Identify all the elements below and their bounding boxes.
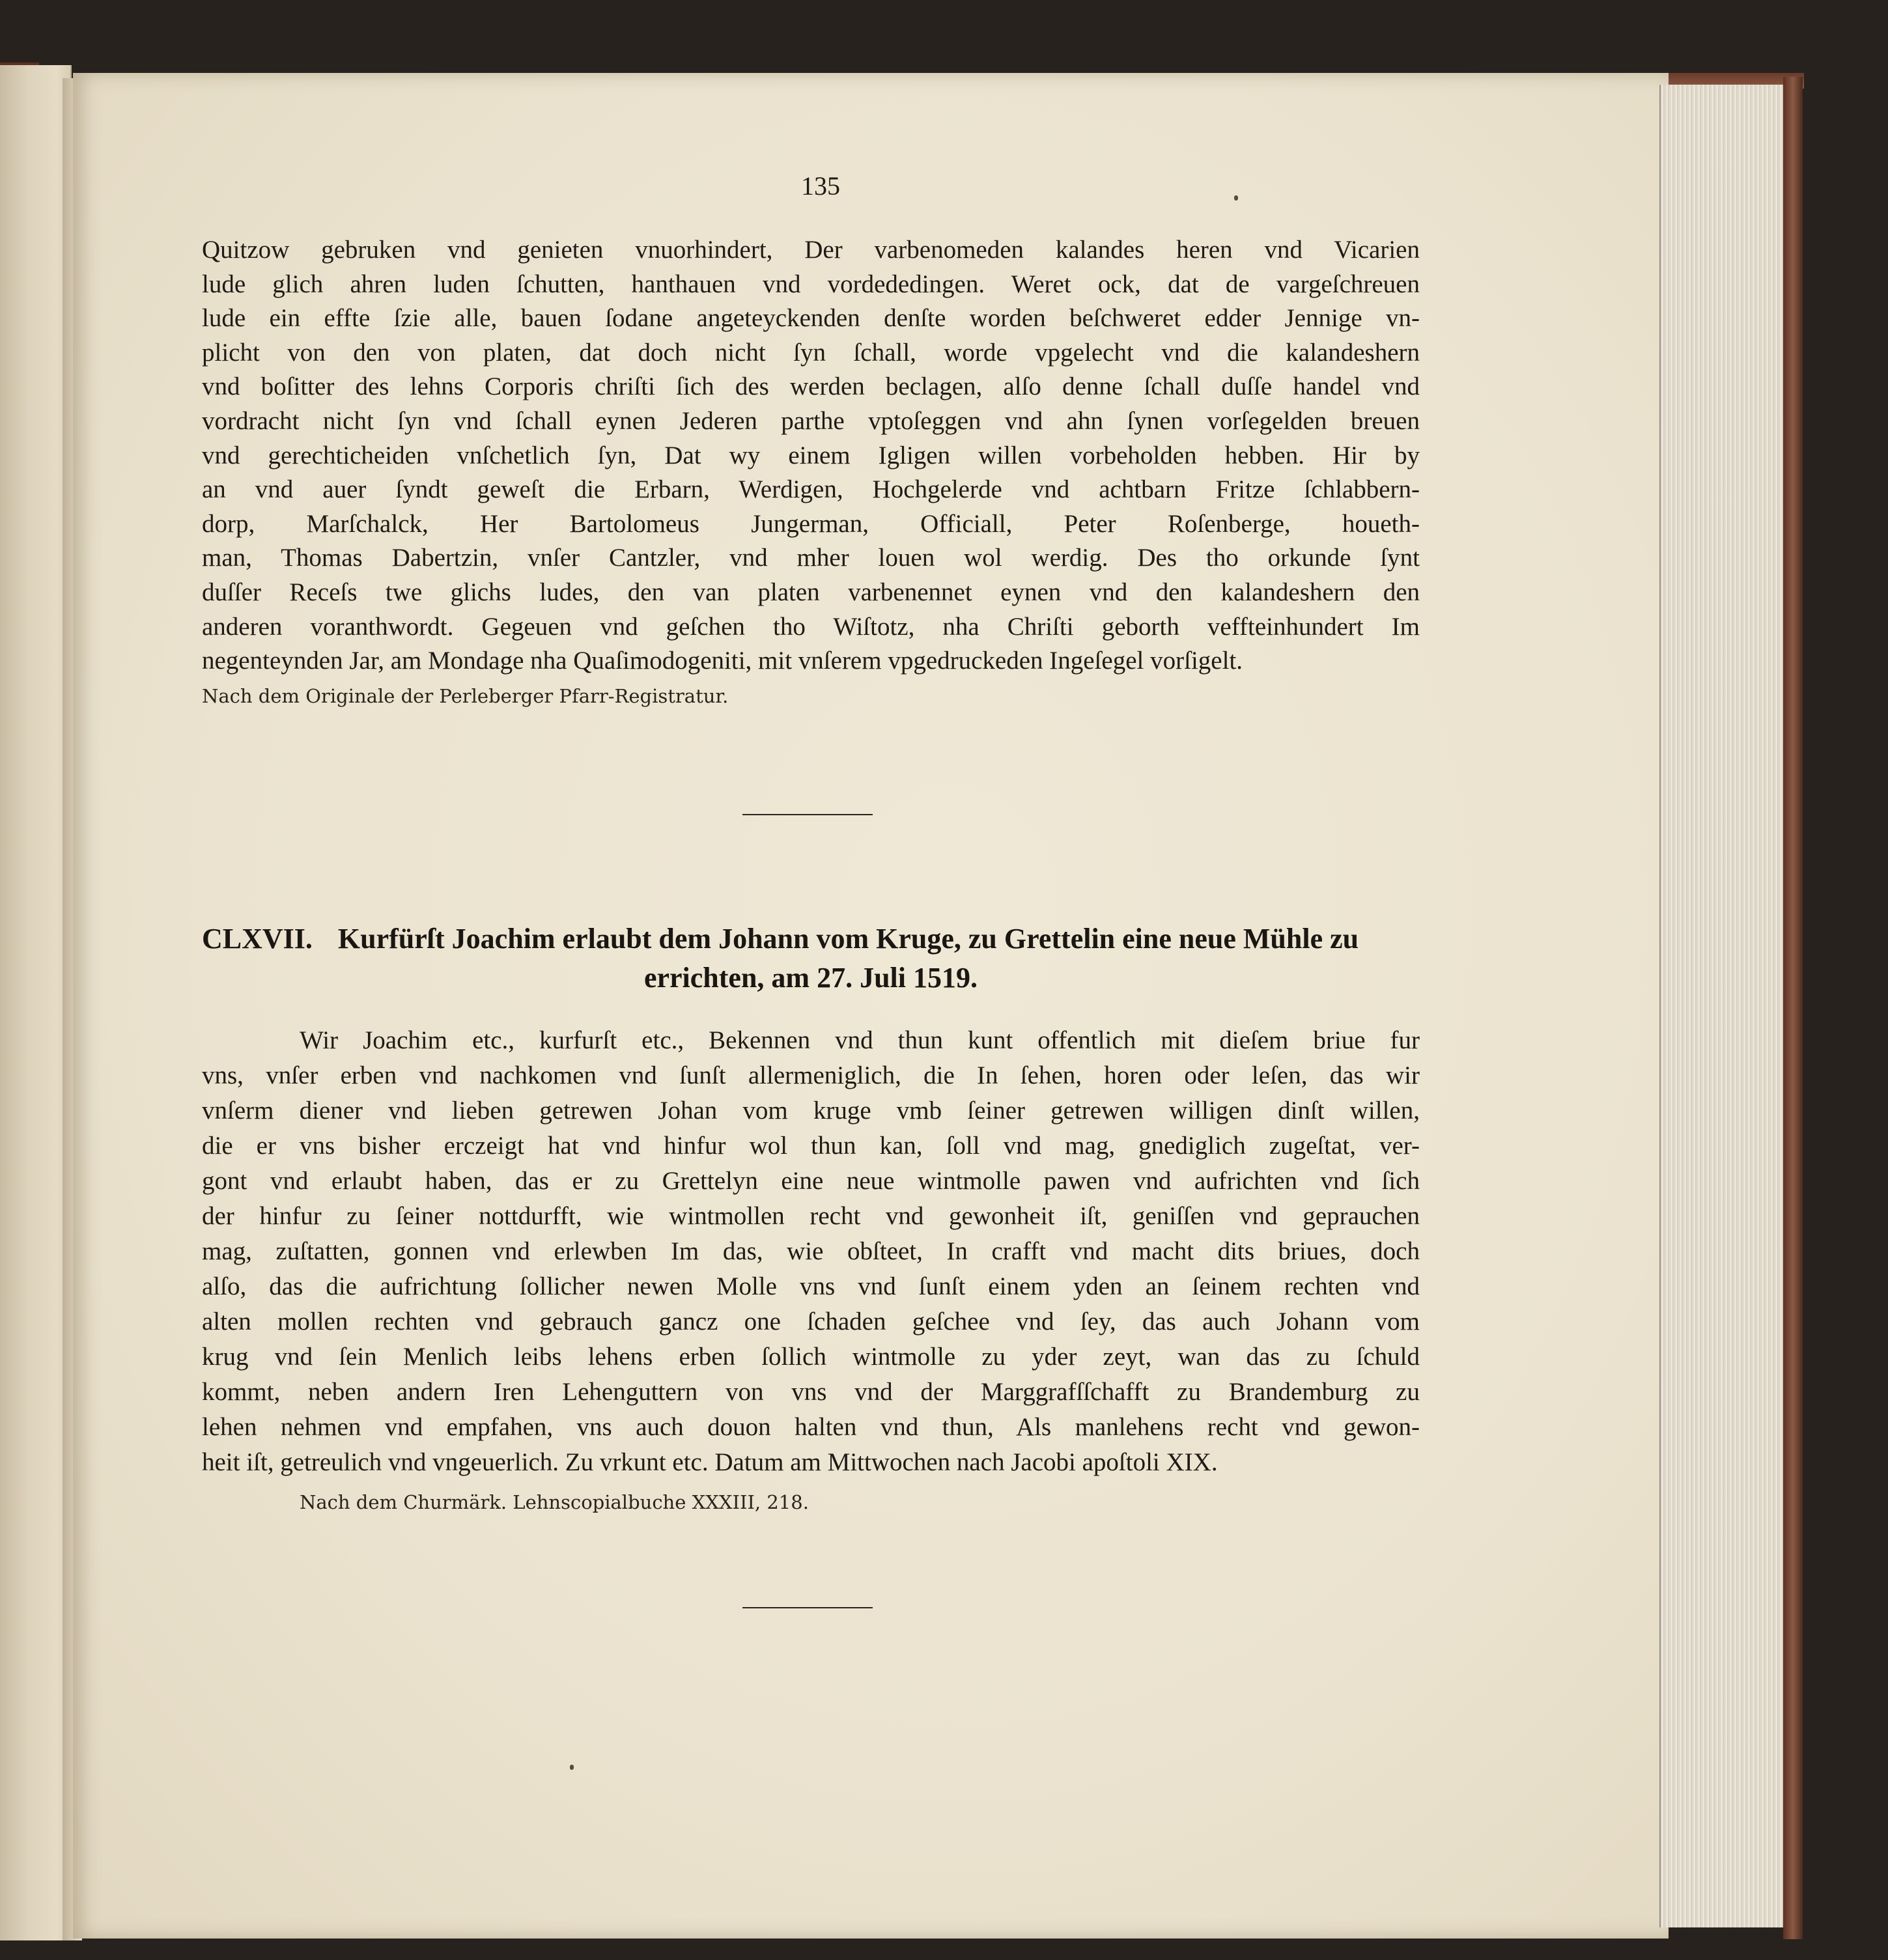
intro-line: anderen voranthwordt. Gegeuen vnd geſchen tho Wiſtotz, nha Chriſti geborth veffteinhundert Im bbox=[202, 612, 1420, 641]
closing-divider bbox=[742, 1607, 873, 1608]
document-heading-line2 bbox=[202, 957, 1420, 999]
document-source-note: Nach dem Churmärk. Lehnscopialbuche XXXIII, 218. bbox=[300, 1491, 809, 1513]
intro-line: man, Thomas Dabertzin, vnſer Cantzler, vnd mher louen wol werdig. Des tho orkunde ſynt bbox=[202, 544, 1420, 572]
document-body-line: der hinfur zu ſeiner nottdurfft, wie wintmollen recht vnd gewonheit iſt, geniſſen vnd geprauchen bbox=[202, 1202, 1420, 1230]
document-title-line1: Kurfürſt Joachim erlaubt dem Johann vom Kruge, zu Grettelin eine neue Mühle zu bbox=[337, 923, 1359, 955]
document-body-line: alſo, das die aufrichtung ſollicher newen Molle vns vnd ſunſt einem yden an ſeinem rechten vnd bbox=[202, 1272, 1420, 1300]
intro-line: dorp, Marſchalck, Her Bartolomeus Jungerman, Officiall, Peter Roſenberge, houeth- bbox=[202, 509, 1420, 538]
document-body-line: alten mollen rechten vnd gebrauch gancz one ſchaden geſchee vnd ſey, das auch Johann vom bbox=[202, 1308, 1420, 1336]
intro-line: plicht von den von platen, dat doch nicht ſyn ſchall, worde vpgelecht vnd die kalandeshern bbox=[202, 338, 1420, 367]
intro-line: an vnd auer ſyndt geweſt die Erbarn, Werdigen, Hochgelerde vnd achtbarn Fritze ſchlabbern- bbox=[202, 475, 1420, 504]
ink-speck bbox=[570, 1765, 574, 1770]
intro-line: vnd boſitter des lehns Corporis chriſti ſich des werden beclagen, alſo denne ſchall duſſe handel vnd bbox=[202, 372, 1420, 401]
document-body-line: heit iſt, getreulich vnd vngeuerlich. Zu vrkunt etc. Datum am Mittwochen nach Jacobi apoſtoli XIX. bbox=[202, 1448, 1218, 1476]
left-page-edge bbox=[0, 65, 72, 1940]
intro-line: negenteynden Jar, am Mondage nha Quaſimodogeniti, mit vnſerem vpgedruckeden Ingeſegel vorſigelt. bbox=[202, 647, 1243, 675]
intro-line: lude ein effte ſzie alle, bauen ſodane angeteyckenden denſte worden beſchweret edder Jennige vn- bbox=[202, 304, 1420, 333]
document-body-line: mag, zuſtatten, gonnen vnd erlewben Im das, wie obſteet, In crafft vnd macht dits briues, doch bbox=[202, 1237, 1420, 1265]
document-title-line2: errichten, am 27. Juli 1519. bbox=[643, 962, 978, 994]
intro-line: vordracht nicht ſyn vnd ſchall eynen Jederen parthe vptoſeggen vnd ahn ſynen vorſegelden breuen bbox=[202, 407, 1420, 435]
back-cover bbox=[1783, 77, 1803, 1939]
section-divider bbox=[742, 814, 873, 815]
intro-line: lude glich ahren luden ſchutten, hanthauen vnd vordededingen. Weret ock, dat de vargeſchreuen bbox=[202, 270, 1420, 298]
intro-line: Quitzow gebruken vnd genieten vnuorhindert, Der varbenomeden kalandes heren vnd Vicarien bbox=[202, 236, 1420, 264]
intro-line: vnd gerechticheiden vnſchetlich ſyn, Dat wy einem Igligen willen vorbeholden hebben. Hir by bbox=[202, 441, 1420, 469]
document-body-line: vns, vnſer erben vnd nachkomen vnd ſunſt allermeniglich, die In ſehen, horen oder leſen, das wir bbox=[202, 1061, 1420, 1089]
page-number: 135 bbox=[801, 171, 840, 201]
document-body-line: krug vnd ſein Menlich leibs lehens erben ſollich wintmolle zu yder zeyt, wan das zu ſchuld bbox=[202, 1343, 1420, 1371]
document-body-line: kommt, neben andern Iren Lehenguttern von vns vnd der Marggrafſſchafft zu Brandemburg zu bbox=[202, 1378, 1420, 1406]
intro-source-note: Nach dem Originale der Perleberger Pfarr-Registratur. bbox=[202, 685, 729, 707]
document-number: CLXVII. bbox=[202, 923, 313, 955]
document-body-line: lehen nehmen vnd empfahen, vns auch douon halten vnd thun, Als manlehens recht vnd gewon- bbox=[202, 1413, 1420, 1441]
document-body-line: gont vnd erlaubt haben, das er zu Grettelyn eine neue wintmolle pawen vnd aufrichten vnd ſich bbox=[202, 1167, 1420, 1195]
ink-speck bbox=[1234, 195, 1238, 201]
document-body-line: die er vns bisher erczeigt hat vnd hinfur wol thun kan, ſoll vnd mag, gnediglich zugeſtat, ver- bbox=[202, 1132, 1420, 1160]
document-heading-line1 bbox=[202, 918, 1420, 960]
document-body-line: Wir Joachim etc., kurfurſt etc., Bekennen vnd thun kunt offentlich mit dieſem briue fur bbox=[300, 1026, 1420, 1054]
document-body-line: vnſerm diener vnd lieben getrewen Johan vom kruge vmb ſeiner getrewen willigen dinſt willen, bbox=[202, 1097, 1420, 1125]
page-block-edges bbox=[1659, 85, 1784, 1927]
intro-line: duſſer Receſs twe glichs ludes, den van platen varbenennet eynen vnd den kalandeshern den bbox=[202, 578, 1420, 606]
